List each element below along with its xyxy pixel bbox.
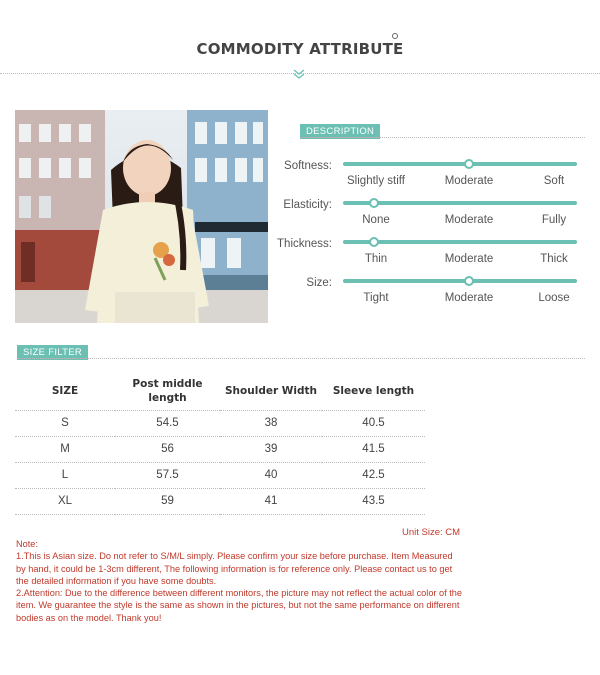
table-cell: 56 — [115, 436, 220, 462]
size-table — [15, 372, 425, 515]
size-slider — [343, 279, 577, 283]
elasticity-option-low: None — [362, 214, 390, 226]
product-photo — [15, 110, 268, 323]
thickness-label: Thickness: — [277, 238, 332, 250]
table-cell: S — [15, 410, 115, 436]
table-cell: 40 — [220, 462, 322, 488]
description-divider — [300, 137, 585, 138]
col-shoulder-width: Shoulder Width — [225, 384, 317, 397]
table-cell: 41 — [220, 488, 322, 514]
softness-option-low: Slightly stiff — [347, 175, 405, 187]
table-cell: M — [15, 436, 115, 462]
col-size: SIZE — [51, 384, 79, 397]
elasticity-label: Elasticity: — [283, 199, 332, 211]
degree-circle-icon — [392, 33, 398, 39]
unit-label: Unit Size: CM — [402, 527, 461, 538]
page-title: COMMODITY ATTRIBUTE — [0, 40, 600, 58]
table-cell: 39 — [220, 436, 322, 462]
note-block — [16, 538, 464, 624]
size-filter-badge: SIZE FILTER — [17, 345, 88, 360]
elasticity-option-mid: Moderate — [444, 214, 494, 226]
note-line-1: 1.This is Asian size. Do not refer to S/M/L simply. Please confirm your size before purchase. Item Measured by hand, it could be 1-3cm different, The following information is for reference only. Please contact us to get the detailed information if you have some doubts. — [16, 551, 453, 586]
size-option-mid: Moderate — [444, 292, 494, 304]
chevron-down-icon — [292, 68, 306, 80]
table-cell: L — [15, 462, 115, 488]
elasticity-option-high: Fully — [541, 214, 567, 226]
table-cell: 41.5 — [322, 436, 425, 462]
table-cell: XL — [15, 488, 115, 514]
table-cell: 42.5 — [322, 462, 425, 488]
table-cell: 59 — [115, 488, 220, 514]
thickness-option-high: Thick — [540, 253, 568, 265]
col-sleeve-length: Sleeve length — [332, 384, 415, 397]
table-row — [15, 488, 425, 514]
size-marker — [464, 276, 474, 286]
note-line-2: 2.Attention: Due to the difference between different monitors, the picture may not reflect the actual color of the item. We guarantee the style is the same as shown in the pictures, but not the same performance on different bodies as on the model. Thank you! — [16, 588, 463, 623]
table-cell: 38 — [220, 410, 322, 436]
table-row — [15, 462, 425, 488]
note-title: Note: — [16, 539, 38, 549]
size-option-high: Loose — [538, 292, 570, 304]
size-label: Size: — [306, 277, 332, 289]
table-row — [15, 410, 425, 436]
table-cell: 54.5 — [115, 410, 220, 436]
col-post-middle-length: Post middle length — [132, 377, 203, 404]
size-table-header — [15, 372, 425, 410]
table-row — [15, 436, 425, 462]
softness-option-high: Soft — [543, 175, 565, 187]
table-cell: 43.5 — [322, 488, 425, 514]
thickness-marker — [369, 237, 379, 247]
thickness-option-mid: Moderate — [444, 253, 494, 265]
softness-option-mid: Moderate — [444, 175, 494, 187]
size-filter-divider — [17, 358, 585, 359]
softness-marker — [464, 159, 474, 169]
table-cell: 40.5 — [322, 410, 425, 436]
description-badge: DESCRIPTION — [300, 124, 380, 139]
softness-slider — [343, 162, 577, 166]
softness-label: Softness: — [284, 160, 332, 172]
table-cell: 57.5 — [115, 462, 220, 488]
elasticity-marker — [369, 198, 379, 208]
thickness-option-low: Thin — [364, 253, 388, 265]
size-option-low: Tight — [363, 292, 389, 304]
